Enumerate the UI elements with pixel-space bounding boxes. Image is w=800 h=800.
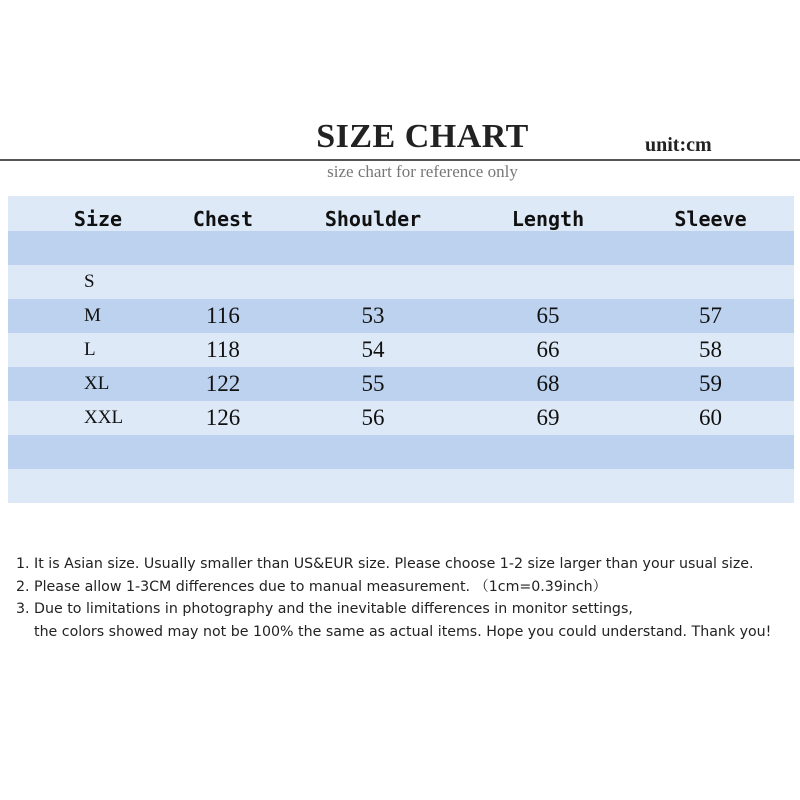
size-cell: XL: [84, 373, 110, 394]
chest-cell: [158, 435, 288, 469]
size-cell: XXL: [84, 407, 124, 428]
title-divider: [0, 159, 800, 161]
sleeve-cell: 59: [699, 371, 722, 396]
sleeve-cell: 58: [699, 337, 722, 362]
table-row: [8, 299, 794, 333]
length-cell: 69: [536, 405, 560, 430]
note-asian-size: 1. It is Asian size. Usually smaller than US&EUR size. Please choose 1-2 size larger than your usual size.: [16, 556, 754, 572]
unit-label: unit:cm: [645, 134, 712, 156]
sleeve-cell: [648, 265, 773, 299]
size-cell: S: [84, 271, 95, 292]
note-measurement: 2. Please allow 1-3CM differences due to manual measurement. （1cm=0.39inch）: [16, 578, 607, 595]
chest-cell: 126: [205, 405, 241, 430]
shoulder-cell: [303, 265, 443, 299]
table-row: [8, 367, 794, 401]
length-cell: 68: [536, 371, 560, 396]
shoulder-cell: [303, 435, 443, 469]
sleeve-cell: [648, 435, 773, 469]
header-chest: Chest: [192, 207, 254, 231]
size-table: [8, 196, 794, 503]
shoulder-cell: 56: [361, 405, 385, 430]
table-row: [8, 435, 794, 469]
size-cell: M: [84, 305, 101, 326]
header-size: Size: [73, 207, 123, 231]
sleeve-cell: [648, 231, 773, 265]
length-cell: [483, 435, 613, 469]
table-row: [8, 333, 794, 367]
sleeve-cell: 60: [699, 405, 722, 430]
header-sleeve: Sleeve: [674, 207, 747, 231]
sleeve-cell: [648, 469, 773, 503]
table-row: [8, 231, 794, 265]
header-length: Length: [511, 207, 585, 231]
size-cell: L: [84, 339, 96, 360]
page-subtitle: size chart for reference only: [327, 162, 518, 181]
table-row: [8, 265, 794, 299]
chest-cell: 122: [205, 371, 241, 396]
chest-cell: [158, 469, 288, 503]
note-photography: 3. Due to limitations in photography and the inevitable differences in monitor settings,: [16, 601, 633, 617]
length-cell: [483, 265, 613, 299]
shoulder-cell: 55: [361, 371, 385, 396]
length-cell: 66: [536, 337, 560, 362]
chest-cell: 118: [206, 337, 240, 362]
notes-section: [16, 553, 800, 643]
chest-cell: [158, 231, 288, 265]
shoulder-cell: [303, 231, 443, 265]
shoulder-cell: 53: [361, 303, 385, 328]
table-row: [8, 469, 794, 503]
header-shoulder: Shoulder: [324, 207, 422, 231]
table-header-row: [8, 196, 794, 231]
page-title: SIZE CHART: [316, 118, 529, 155]
chest-cell: [158, 265, 288, 299]
length-cell: [483, 469, 613, 503]
note-colors: the colors showed may not be 100% the same as actual items. Hope you could understand. Thank you!: [34, 623, 772, 640]
length-cell: [483, 231, 613, 265]
chest-cell: 116: [206, 303, 240, 328]
length-cell: 65: [536, 303, 560, 328]
shoulder-cell: 54: [361, 337, 385, 362]
table-row: [8, 401, 794, 435]
shoulder-cell: [303, 469, 443, 503]
sleeve-cell: 57: [699, 303, 722, 328]
